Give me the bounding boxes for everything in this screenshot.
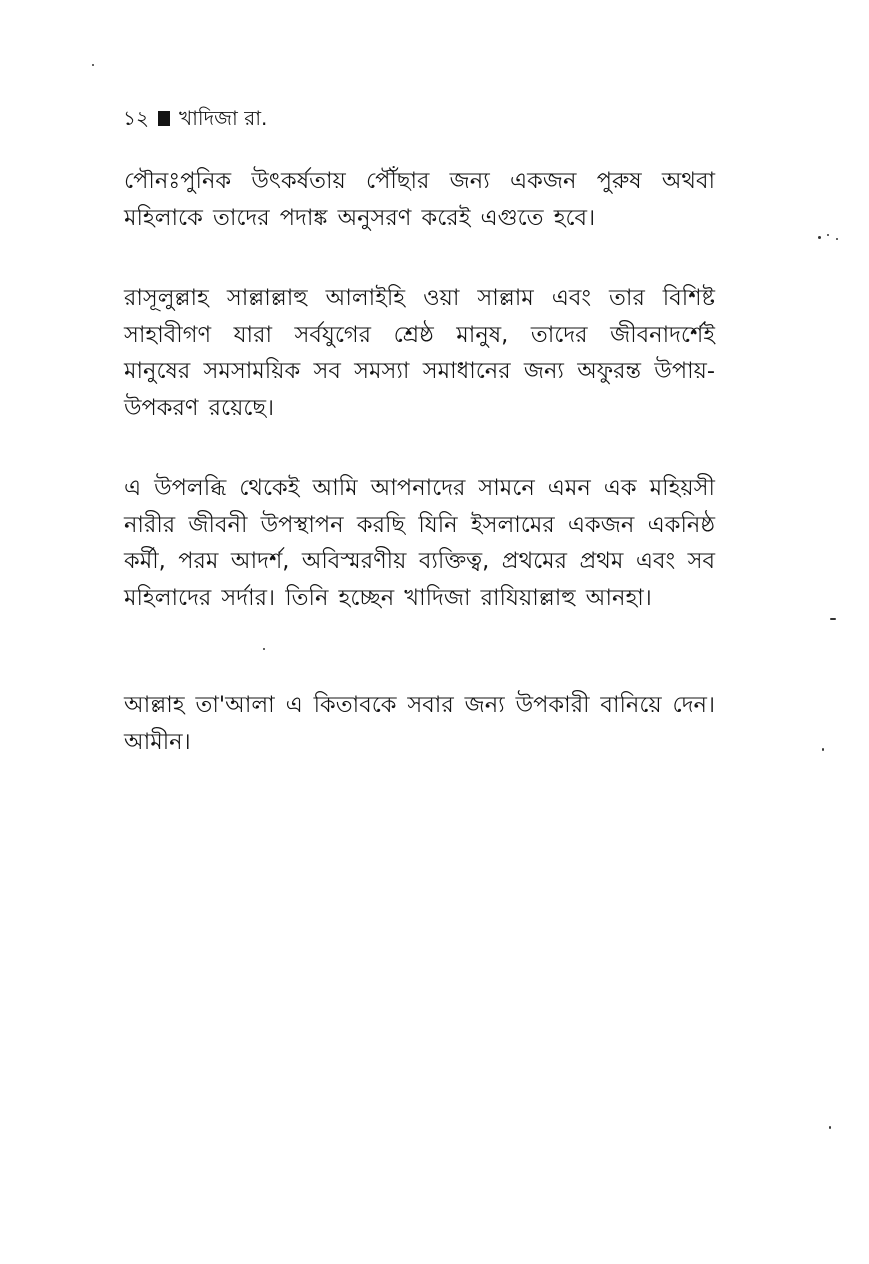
scan-speck bbox=[829, 1126, 831, 1129]
paragraph-3: এ উপলব্ধি থেকেই আমি আপনাদের সামনে এমন এক মহিয়সী নারীর জীবনী উপস্থাপন করছি যিনি ইসলামের একজন একনিষ্ঠ কর্মী, পরম আদর্শ, অবিস্মরণীয় ব্যক্তিত্ব, প্রথমের প্রথম এবং সব মহিলাদের সর্দার। তিনি হচ্ছেন খাদিজা রাযিয়াল্লাহু আনহা। bbox=[124, 475, 715, 611]
page-number: ১২ bbox=[123, 106, 149, 130]
book-title: খাদিজা রা. bbox=[178, 106, 268, 130]
scan-speck bbox=[830, 618, 836, 620]
paragraph-4: আল্লাহ তা'আলা এ কিতাবকে সবার জন্য উপকারী বানিয়ে দেন। আমীন। bbox=[124, 692, 715, 755]
scan-speck bbox=[263, 648, 265, 650]
scan-speck bbox=[822, 748, 824, 751]
paragraph-1: পৌনঃপুনিক উৎকর্ষতায় পৌঁছার জন্য একজন পুরুষ অথবা মহিলাকে তাদের পদাঙ্ক অনুসরণ করেই এগুতে হবে। bbox=[124, 168, 715, 231]
paragraph-2: রাসূলুল্লাহ সাল্লাল্লাহু আলাইহি ওয়া সাল্লাম এবং তার বিশিষ্ট সাহাবীগণ যারা সর্বযুগের শ্রেষ্ঠ মানুষ, তাদের জীবনাদর্শেই মানুষের সমসাময়িক সব সমস্যা সমাধানের জন্য অফুরন্ত উপায়-উপকরণ রয়েছে। bbox=[124, 285, 715, 421]
scan-speck bbox=[827, 234, 829, 236]
running-header bbox=[123, 104, 267, 132]
scan-speck bbox=[92, 64, 94, 66]
scan-speck bbox=[818, 236, 821, 239]
square-bullet-icon bbox=[158, 111, 170, 126]
scan-speck bbox=[836, 238, 838, 240]
